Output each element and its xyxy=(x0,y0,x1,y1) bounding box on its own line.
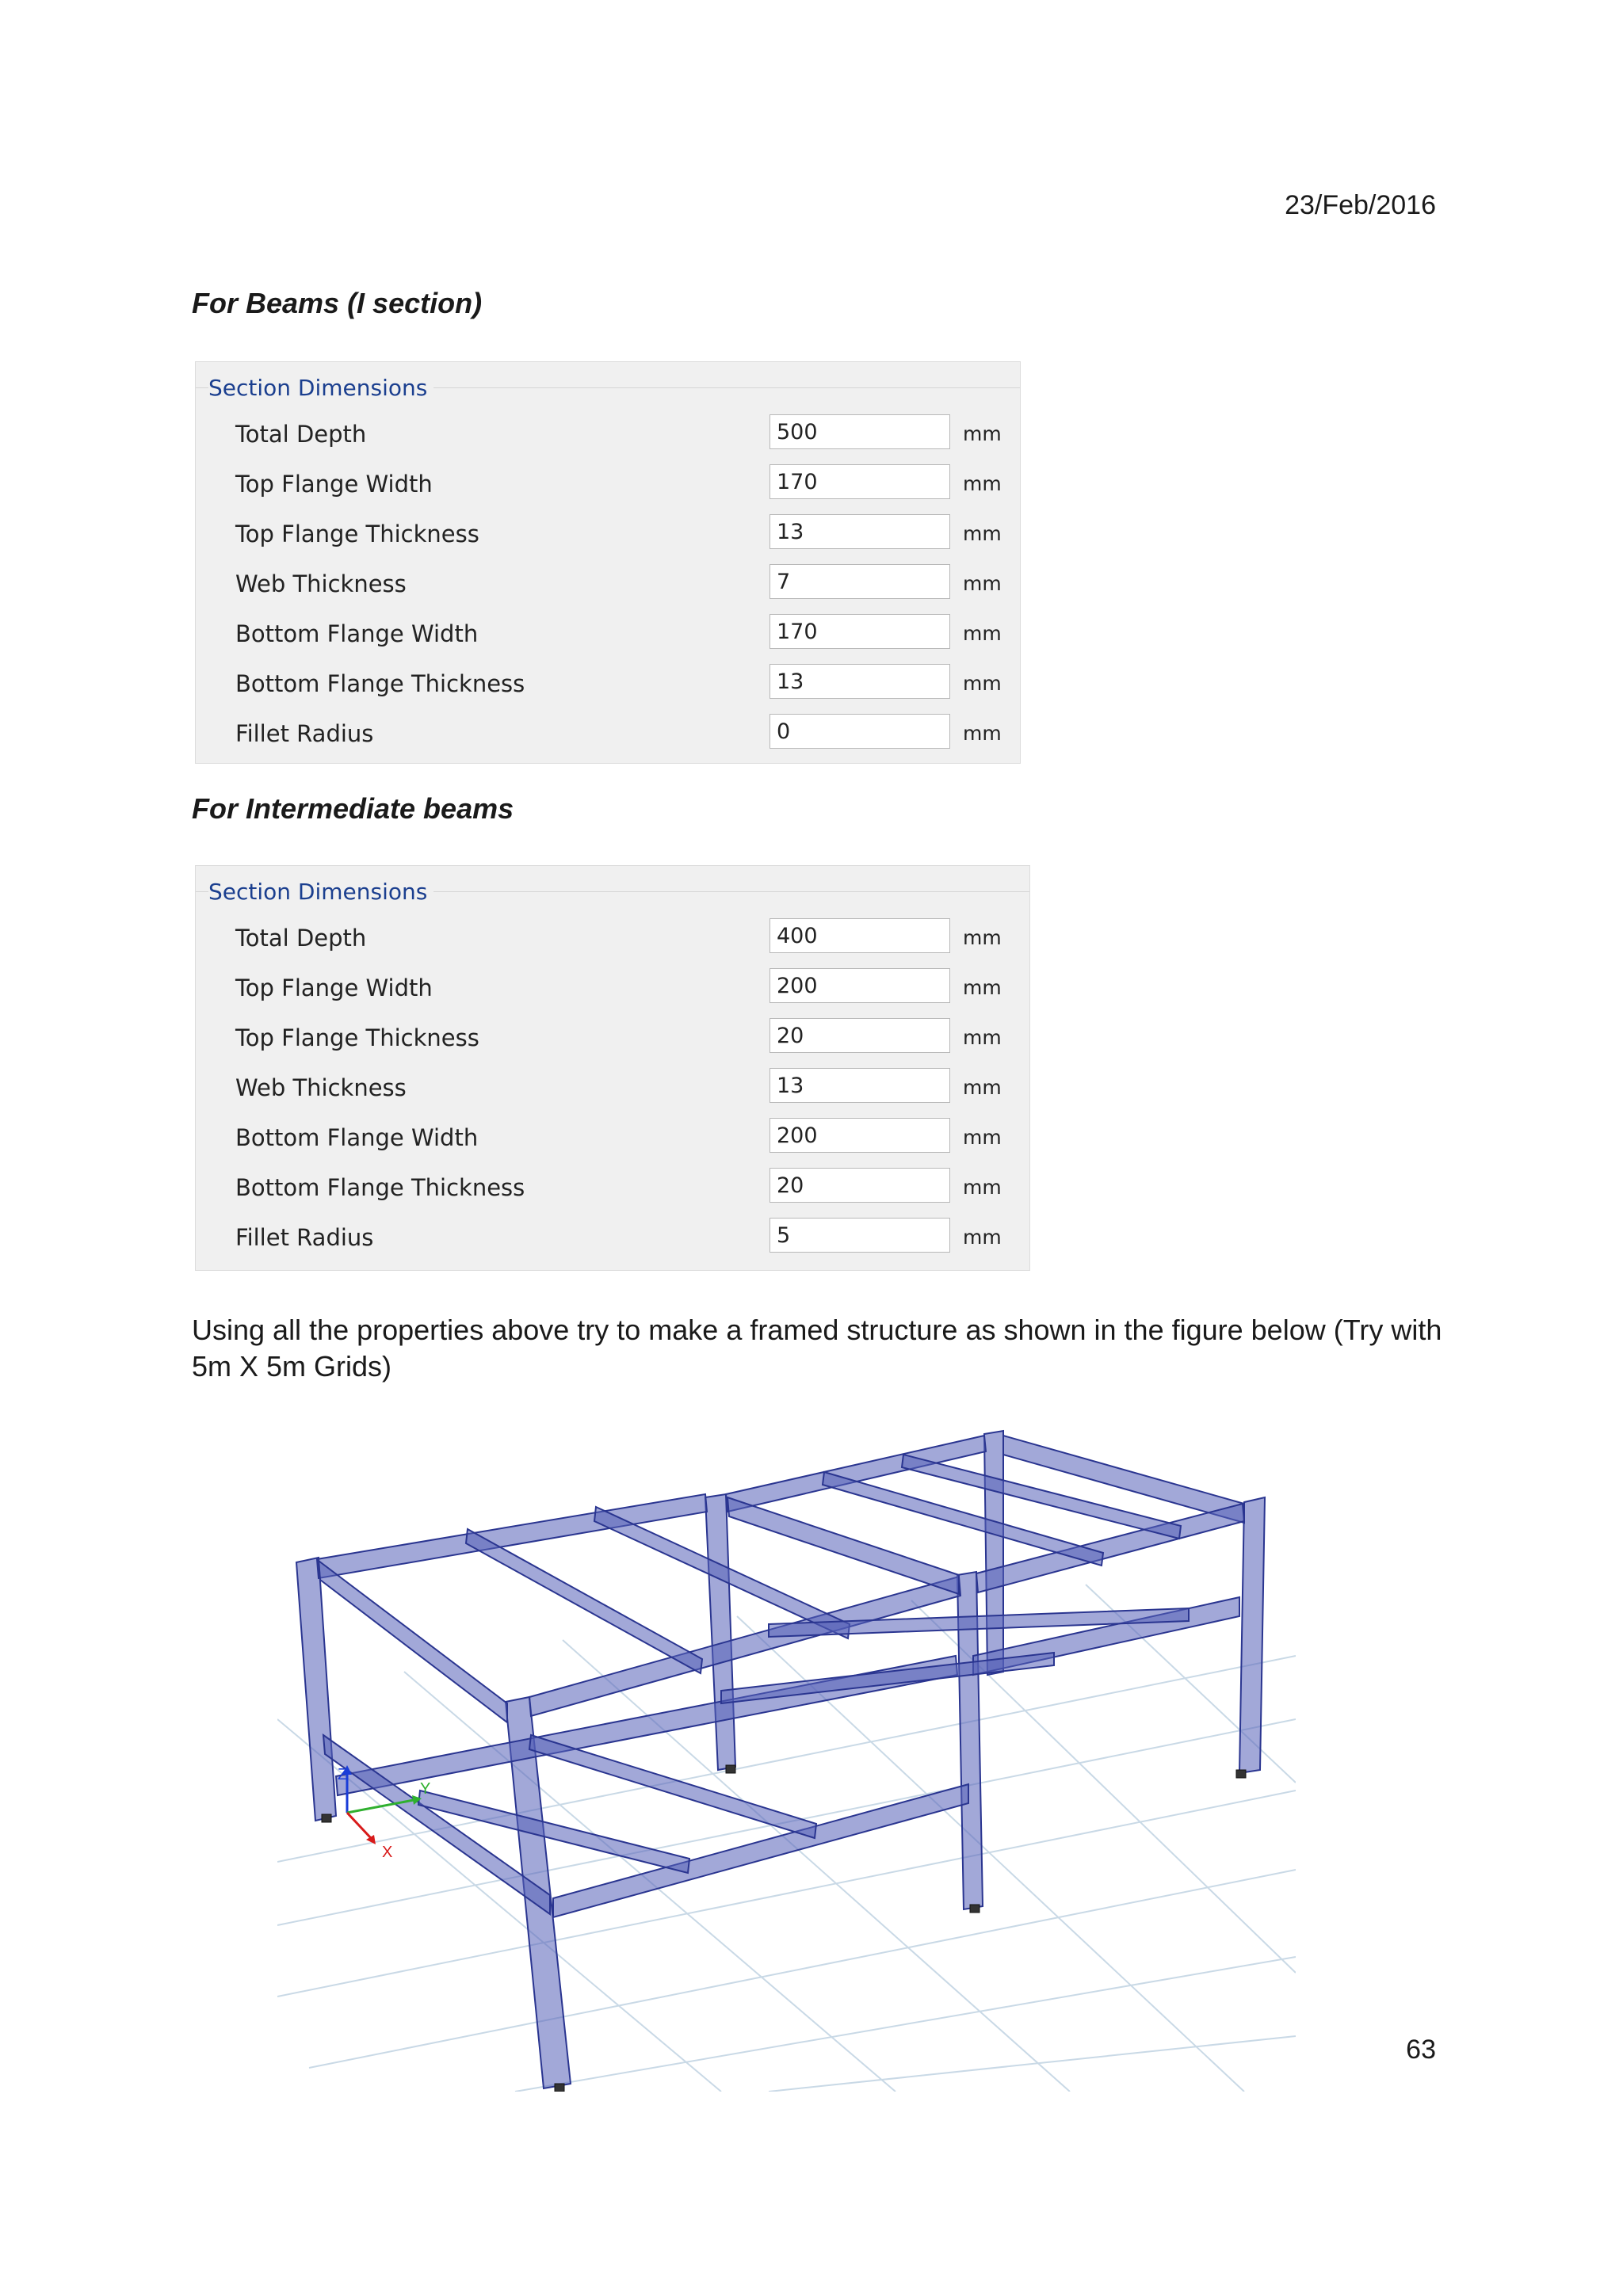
dimension-label: Bottom Flange Thickness xyxy=(235,670,525,697)
fillet-radius-input[interactable]: 0 xyxy=(769,714,950,749)
support xyxy=(970,1905,980,1913)
bottom-flange-thickness-input[interactable]: 13 xyxy=(769,664,950,699)
secondary-beam xyxy=(529,1735,816,1838)
dimension-label: Top Flange Width xyxy=(235,974,433,1001)
dimension-row xyxy=(196,561,1020,611)
section-dimensions-panel-beams xyxy=(195,361,1021,764)
instruction-paragraph: Using all the properties above try to make a framed structure as shown in the figure below (Try with 5m X 5m Grids) xyxy=(192,1314,1442,1383)
unit-label: mm xyxy=(963,1176,1002,1199)
framed-structure-figure xyxy=(277,1418,1296,2092)
dimension-label: Bottom Flange Width xyxy=(235,1124,479,1151)
axis-label-x: X xyxy=(382,1844,393,1861)
unit-label: mm xyxy=(963,1076,1002,1099)
axis-label-y: Y xyxy=(420,1780,431,1798)
girder xyxy=(319,1561,507,1722)
unit-label: mm xyxy=(963,722,1002,745)
bottom-flange-width-input[interactable]: 200 xyxy=(769,1118,950,1153)
dimension-row xyxy=(196,965,1029,1015)
support xyxy=(726,1765,735,1773)
panel-title: Section Dimensions xyxy=(208,879,433,905)
total-depth-input[interactable]: 400 xyxy=(769,918,950,953)
support xyxy=(1236,1770,1246,1778)
dimension-row xyxy=(196,661,1020,711)
dimension-row xyxy=(196,1215,1029,1264)
dimension-row xyxy=(196,461,1020,511)
total-depth-input[interactable]: 500 xyxy=(769,414,950,449)
column xyxy=(296,1558,336,1821)
panel-title: Section Dimensions xyxy=(208,375,433,401)
dimension-row xyxy=(196,611,1020,661)
top-flange-thickness-input[interactable]: 13 xyxy=(769,514,950,549)
date-label: 23/Feb/2016 xyxy=(1285,190,1436,220)
dimension-label: Web Thickness xyxy=(235,570,407,597)
dimension-row xyxy=(196,1115,1029,1165)
unit-label: mm xyxy=(963,422,1002,445)
dimension-label: Bottom Flange Width xyxy=(235,620,479,647)
unit-label: mm xyxy=(963,1026,1002,1049)
bottom-flange-width-input[interactable]: 170 xyxy=(769,614,950,649)
column xyxy=(1239,1497,1265,1773)
dimension-label: Top Flange Thickness xyxy=(235,1024,479,1051)
section-heading-intermediate-beams: For Intermediate beams xyxy=(192,792,514,825)
page-number: 63 xyxy=(1406,2035,1436,2065)
top-flange-width-input[interactable]: 200 xyxy=(769,968,950,1003)
unit-label: mm xyxy=(963,1126,1002,1149)
support xyxy=(555,2084,564,2092)
top-flange-width-input[interactable]: 170 xyxy=(769,464,950,499)
column xyxy=(984,1431,1003,1675)
axis-label-z: Z xyxy=(338,1766,348,1783)
dimension-label: Top Flange Thickness xyxy=(235,521,479,547)
dimension-row xyxy=(196,1165,1029,1215)
web-thickness-input[interactable]: 13 xyxy=(769,1068,950,1103)
unit-label: mm xyxy=(963,976,1002,999)
dimension-row xyxy=(196,511,1020,561)
top-flange-thickness-input[interactable]: 20 xyxy=(769,1018,950,1053)
dimension-label: Total Depth xyxy=(235,421,367,448)
unit-label: mm xyxy=(963,472,1002,495)
dimension-label: Bottom Flange Thickness xyxy=(235,1174,525,1201)
web-thickness-input[interactable]: 7 xyxy=(769,564,950,599)
fillet-radius-input[interactable]: 5 xyxy=(769,1218,950,1253)
dimension-row xyxy=(196,711,1020,761)
dimension-row xyxy=(196,1065,1029,1115)
unit-label: mm xyxy=(963,622,1002,645)
dimension-label: Fillet Radius xyxy=(235,720,374,747)
unit-label: mm xyxy=(963,1226,1002,1249)
unit-label: mm xyxy=(963,522,1002,545)
support xyxy=(322,1814,331,1822)
unit-label: mm xyxy=(963,672,1002,695)
section-heading-beams: For Beams (I section) xyxy=(192,287,483,319)
bottom-flange-thickness-input[interactable]: 20 xyxy=(769,1168,950,1203)
section-dimensions-panel-intermediate xyxy=(195,865,1030,1271)
unit-label: mm xyxy=(963,926,1002,949)
unit-label: mm xyxy=(963,572,1002,595)
dimension-row xyxy=(196,411,1020,461)
x-axis-line xyxy=(347,1813,371,1838)
dimension-label: Top Flange Width xyxy=(235,471,433,498)
girder xyxy=(1003,1436,1244,1523)
dimension-label: Total Depth xyxy=(235,925,367,952)
column xyxy=(705,1494,735,1770)
dimension-label: Web Thickness xyxy=(235,1074,407,1101)
secondary-beam xyxy=(902,1455,1181,1539)
dimension-row xyxy=(196,1015,1029,1065)
secondary-beam xyxy=(721,1653,1054,1703)
dimension-row xyxy=(196,915,1029,965)
dimension-label: Fillet Radius xyxy=(235,1224,374,1251)
